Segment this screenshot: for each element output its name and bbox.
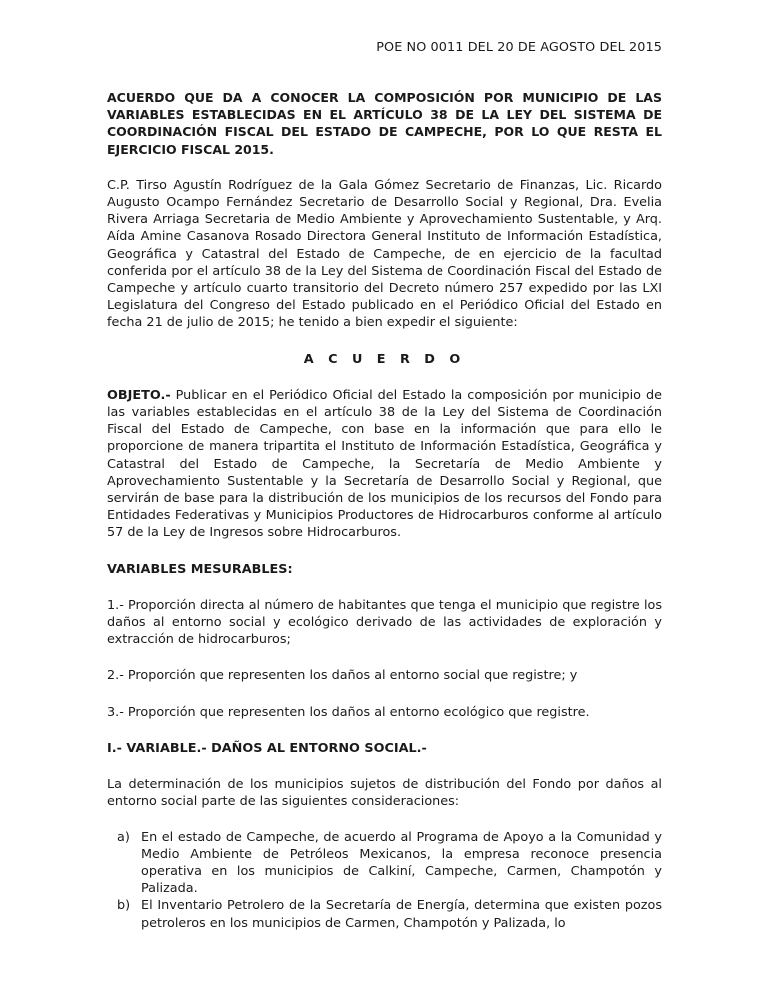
section-heading: I.- VARIABLE.- DAÑOS AL ENTORNO SOCIAL.- [107, 740, 427, 756]
list-item-text: El Inventario Petrolero de la Secretaría de Energía, determina que existen pozos petroleros en los municipios de Carmen, Champotón y Palizada, lo [141, 898, 662, 931]
section-intro: La determinación de los municipios sujetos de distribución del Fondo por daños al entorno social parte de las siguientes consideraciones: [107, 777, 662, 810]
document-title: ACUERDO QUE DA A CONOCER LA COMPOSICIÓN POR MUNICIPIO DE LAS VARIABLES ESTABLECIDAS EN EL ARTÍCULO 38 DE LA LEY DEL SISTEMA DE COORDINACIÓN FISCAL DEL ESTADO DE CAMPECHE, POR LO QUE RESTA EL EJERCICIO FISCAL 2015. [107, 90, 662, 157]
variables-heading: VARIABLES MESURABLES: [107, 561, 293, 577]
gazette-reference: POE NO 0011 DEL 20 DE AGOSTO DEL 2015 [376, 40, 662, 55]
considerations-list [107, 829, 662, 932]
preamble-paragraph: C.P. Tirso Agustín Rodríguez de la Gala Gómez Secretario de Finanzas, Lic. Ricardo Augusto Ocampo Fernández Secretario de Desarrollo Social y Regional, Dra. Evelia Rivera Arriaga Secretaria de Medio Ambiente y Aprovechamiento Sustentable, y Arq. Aída Amine Casanova Rosado Directora General Instituto de Información Estadística, Geográfica y Catastral del Estado de Campeche, de en ejercicio de la facultad conferida por el artículo 38 de la Ley del Sistema de Coordinación Fiscal del Estado de Campeche y artículo cuarto transitorio del Decreto número 257 expedido por las LXI Legislatura del Congreso del Estado publicado en el Periódico Oficial del Estado en fecha 21 de julio de 2015; he tenido a bien expedir el siguiente: [107, 177, 662, 331]
list-item [117, 829, 662, 898]
document-body [107, 89, 662, 932]
variable-item: 3.- Proporción que representen los daños al entorno ecológico que registre. [107, 704, 590, 720]
variable-item: 1.- Proporción directa al número de habitantes que tenga el municipio que registre los daños al entorno social y ecológico derivado de las actividades de exploración y extracción de hidrocarburos; [107, 597, 662, 648]
variable-item: 2.- Proporción que representen los daños al entorno social que registre; y [107, 668, 578, 684]
acuerdo-heading: A C U E R D O [303, 351, 466, 367]
list-item-text: En el estado de Campeche, de acuerdo al Programa de Apoyo a la Comunidad y Medio Ambiente de Petróleos Mexicanos, la empresa reconoce presencia operativa en los municipios de Calkiní, Campeche, Carmen, Champotón y Palizada. [141, 829, 662, 897]
list-item [117, 897, 662, 931]
list-marker: b) [117, 898, 131, 914]
list-marker: a) [117, 829, 130, 845]
objeto-text: Publicar en el Periódico Oficial del Estado la composición por municipio de las variables establecidas en el artículo 38 de la Ley del Sistema de Coordinación Fiscal del Estado de Campeche, con base en la información que para ello le proporcione de manera tripartita el Instituto de Información Estadística, Geográfica y Catastral del Estado de Campeche, la Secretaría de Medio Ambiente y Aprovechamiento Sustentable y la Secretaría de Desarrollo Social y Regional, que servirán de base para la distribución de los municipios de los recursos del Fondo para Entidades Federativas y Municipios Productores de Hidrocarburos conforme al artículo 57 de la Ley de Ingresos sobre Hidrocarburos. [107, 387, 662, 541]
objeto-paragraph [107, 387, 662, 542]
objeto-label: OBJETO.- [107, 387, 171, 403]
